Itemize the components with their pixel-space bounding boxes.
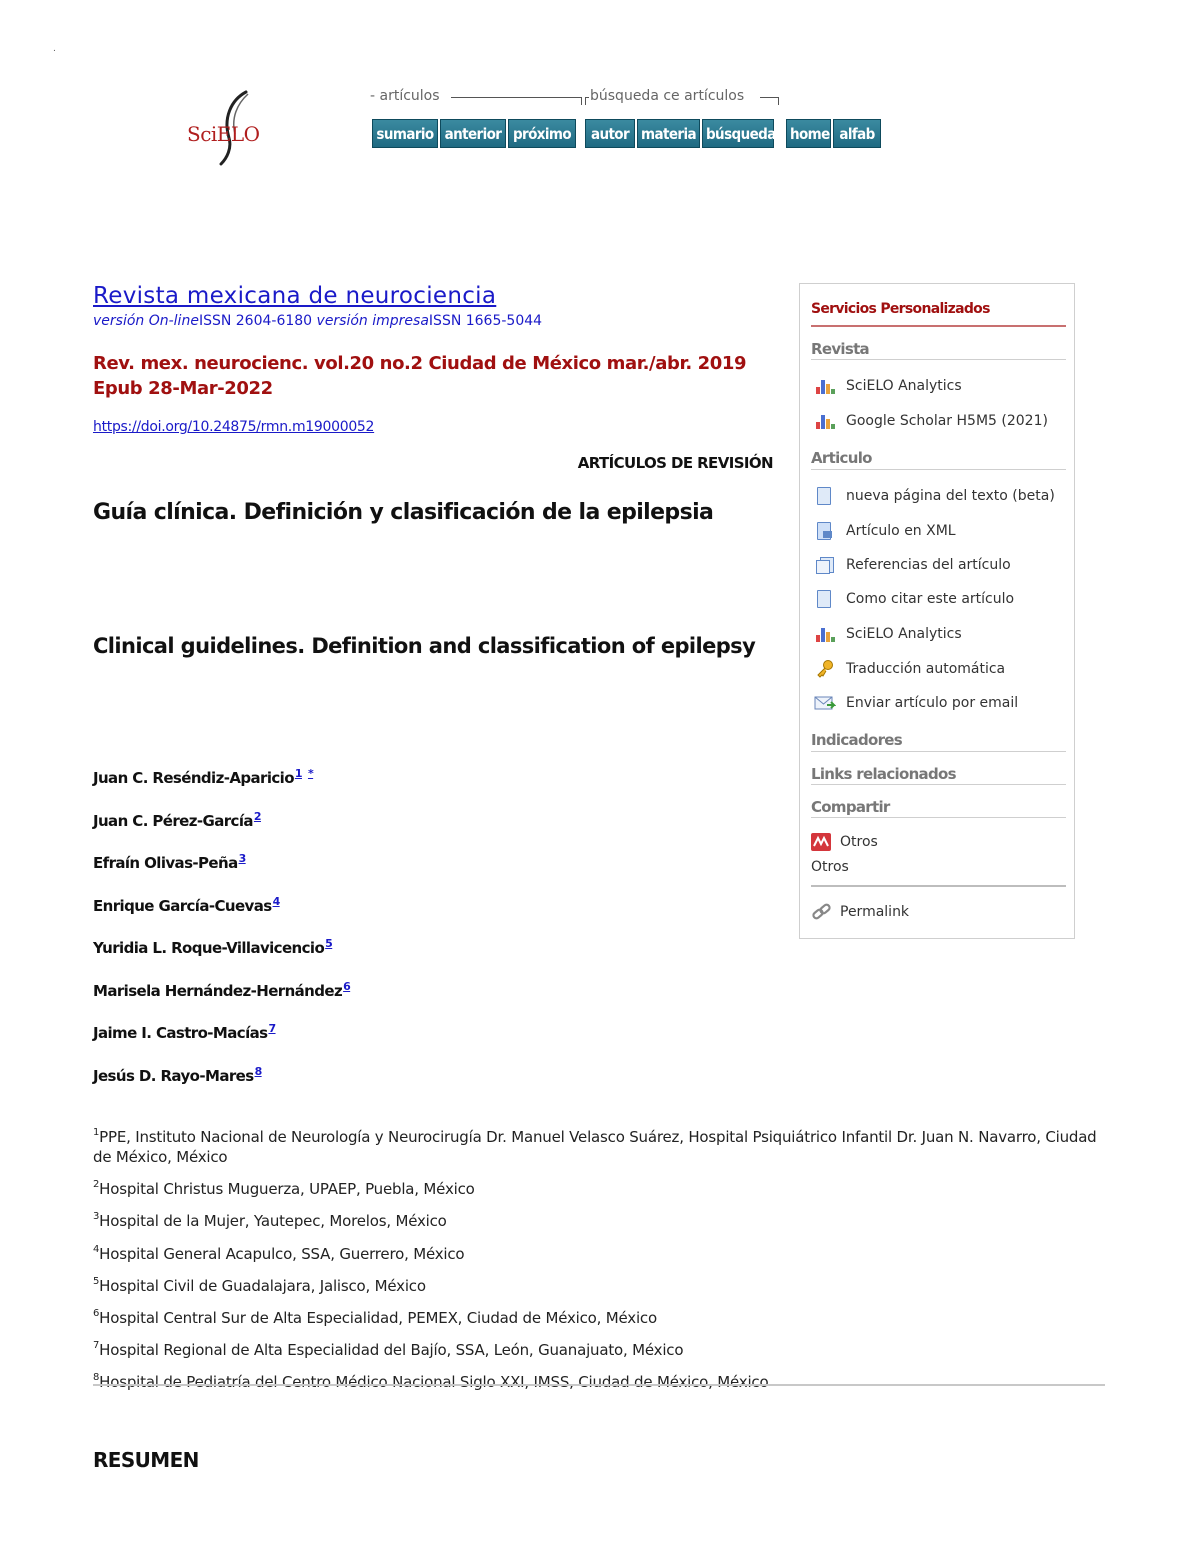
affiliation-number: 8 <box>93 1372 100 1384</box>
nav-group-search-label: búsqueda ce artículos <box>590 88 745 104</box>
affiliation-item <box>93 1272 1113 1296</box>
author-name: Marisela Hernández-Hernández <box>93 981 343 1000</box>
revista-heading: Revista <box>811 340 869 358</box>
email-icon <box>814 693 836 713</box>
corresponding-author-link[interactable]: * <box>307 767 314 780</box>
compartir-rule <box>811 817 1066 818</box>
doi-link[interactable]: https://doi.org/10.24875/rmn.m19000052 <box>93 419 375 435</box>
article-scielo-analytics-link[interactable] <box>814 623 962 645</box>
section-divider <box>93 1384 1105 1386</box>
author-item <box>93 937 743 980</box>
author-name: Jaime I. Castro-Macías <box>93 1024 268 1042</box>
affiliation-number: 4 <box>93 1243 100 1255</box>
document-icon <box>814 589 836 609</box>
author-name: Efraín Olivas-Peña <box>93 854 238 872</box>
print-version-label: versión impresa <box>316 313 429 329</box>
author-list <box>93 767 743 1107</box>
alfab-button[interactable]: alfab <box>833 119 881 148</box>
articulo-item-label: Artículo en XML <box>846 523 956 539</box>
affiliation-number: 1 <box>93 1127 100 1138</box>
articulo-item-label: nueva página del texto (beta) <box>846 488 1055 504</box>
nav-group-articles-line <box>451 97 581 98</box>
nav-group-search-line-left <box>585 97 589 98</box>
scielo-logo[interactable] <box>183 88 273 168</box>
compartir-heading: Compartir <box>811 798 890 816</box>
author-name: Jesús D. Rayo-Mares <box>93 1066 254 1085</box>
affiliation-ref-link[interactable]: 1 <box>294 767 302 780</box>
affiliation-ref-link[interactable]: 6 <box>343 979 351 993</box>
nav-group-search-tick-right <box>778 97 779 105</box>
nav-group-search-tick-left <box>585 97 586 105</box>
home-button[interactable]: home <box>786 119 831 148</box>
affiliation-item <box>93 1240 1113 1264</box>
affiliation-number: 6 <box>93 1307 100 1319</box>
affiliation-text: Hospital General Acapulco, SSA, Guerrero, México <box>99 1244 465 1263</box>
navbar-search <box>585 119 776 150</box>
author-item <box>93 895 743 938</box>
services-title: Servicios Personalizados <box>811 301 990 317</box>
affiliation-ref-link[interactable]: 4 <box>272 894 280 908</box>
corner-mark: . <box>53 44 56 54</box>
email-article-link[interactable] <box>814 692 1018 714</box>
revista-rule <box>811 359 1066 360</box>
section-label: ARTÍCULOS DE REVISIÓN <box>577 454 773 472</box>
affiliation-ref-link[interactable]: 8 <box>254 1064 262 1078</box>
affiliation-item <box>93 1123 1113 1167</box>
affiliation-item <box>93 1207 1113 1231</box>
author-item <box>93 852 743 895</box>
issn-line <box>93 313 542 329</box>
share-otros-text: Otros <box>811 859 849 875</box>
articulo-item-label: Referencias del artículo <box>846 557 1011 573</box>
permalink-label: Permalink <box>840 904 910 920</box>
author-item <box>93 980 743 1023</box>
articulo-item-label: Traducción automática <box>846 661 1006 677</box>
affiliation-number: 5 <box>93 1275 100 1287</box>
resumen-heading: RESUMEN <box>93 1448 199 1472</box>
affiliation-text: PPE, Instituto Nacional de Neurología y Neurocirugía Dr. Manuel Velasco Suárez, Hospital Psiquiátrico Infantil Dr. Juan N. Navarro, Ciudad de México, México <box>93 1128 1097 1166</box>
affiliation-text: Hospital Civil de Guadalajara, Jalisco, México <box>99 1276 426 1295</box>
affiliation-list <box>93 1123 1113 1401</box>
revista-scielo-analytics-link[interactable] <box>814 375 962 397</box>
analytics-bar-icon <box>814 376 836 396</box>
share-otros-icon <box>811 832 833 852</box>
analytics-bar-icon <box>814 624 836 644</box>
affiliation-number: 2 <box>93 1179 100 1191</box>
nav-group-search-line-right <box>760 97 778 98</box>
article-title-es: Guía clínica. Definición y clasificación de la epilepsia <box>93 500 714 525</box>
navbar-home <box>786 119 883 150</box>
article-references-link[interactable] <box>814 554 1011 576</box>
author-name: Juan C. Reséndiz-Aparicio <box>93 769 294 787</box>
references-icon <box>814 555 836 575</box>
online-issn: ISSN 2604-6180 <box>198 313 313 329</box>
author-item <box>93 767 743 810</box>
journal-title-link[interactable]: Revista mexicana de neurociencia <box>93 283 497 309</box>
affiliation-ref-link[interactable]: 2 <box>253 809 261 823</box>
proximo-button[interactable]: próximo <box>508 119 576 148</box>
document-icon <box>814 486 836 506</box>
author-item <box>93 810 743 853</box>
issue-citation: Rev. mex. neurocienc. vol.20 no.2 Ciudad de México mar./abr. 2019 Epub 28-Mar-2022 <box>93 353 747 399</box>
materia-button[interactable]: materia <box>637 119 700 148</box>
articulo-item-label: SciELO Analytics <box>846 626 962 642</box>
xml-document-icon <box>814 521 836 541</box>
busqueda-button[interactable]: búsqueda <box>702 119 774 148</box>
articulo-item-label: Como citar este artículo <box>846 591 1015 607</box>
share-otros-link[interactable] <box>811 831 878 853</box>
author-item <box>93 1022 743 1065</box>
author-name: Yuridia L. Roque-Villavicencio <box>93 939 325 957</box>
article-xml-link[interactable] <box>814 520 956 542</box>
revista-item-label: SciELO Analytics <box>846 378 962 394</box>
affiliation-text: Hospital Central Sur de Alta Especialidad, PEMEX, Ciudad de México, México <box>99 1308 657 1327</box>
author-name: Juan C. Pérez-García <box>93 811 253 830</box>
links-relacionados-heading[interactable]: Links relacionados <box>811 765 956 783</box>
affiliation-text: Hospital de la Mujer, Yautepec, Morelos, México <box>99 1212 447 1231</box>
key-translate-icon <box>814 659 836 679</box>
logo-text: SciELO <box>187 122 260 146</box>
nav-group-articles-tick <box>581 97 582 105</box>
affiliation-text: Hospital de Pediatría del Centro Médico Nacional Siglo XXI, IMSS, Ciudad de México, México <box>99 1373 769 1392</box>
author-name: Enrique García-Cuevas <box>93 896 272 915</box>
affiliation-number: 7 <box>93 1340 100 1352</box>
sumario-button[interactable]: sumario <box>372 119 438 148</box>
how-to-cite-link[interactable] <box>814 588 1014 610</box>
share-divider <box>811 885 1066 887</box>
online-version-label: versión On-line <box>93 313 199 329</box>
affiliation-item <box>93 1336 1113 1360</box>
affiliation-number: 3 <box>93 1211 100 1223</box>
print-issn: ISSN 1665-5044 <box>428 313 543 329</box>
indicadores-rule <box>811 751 1066 752</box>
articulo-rule <box>811 469 1066 470</box>
links-rule <box>811 784 1066 785</box>
navbar-articles <box>372 119 578 150</box>
analytics-bar-icon <box>814 411 836 431</box>
author-item <box>93 1065 743 1108</box>
services-sidebar <box>799 283 1075 939</box>
affiliation-ref-link[interactable]: 5 <box>325 937 333 950</box>
affiliation-text: Hospital Christus Muguerza, UPAEP, Puebla, México <box>99 1180 475 1199</box>
affiliation-item <box>93 1304 1113 1328</box>
new-text-page-link[interactable] <box>814 485 1055 507</box>
autor-button[interactable]: autor <box>585 119 635 148</box>
articulo-heading: Articulo <box>811 449 872 467</box>
auto-translation-link[interactable] <box>814 658 1005 680</box>
article-title-en: Clinical guidelines. Definition and classification of epilepsy <box>93 634 756 658</box>
articulo-item-label: Enviar artículo por email <box>846 695 1019 711</box>
affiliation-ref-link[interactable]: 7 <box>268 1022 276 1035</box>
revista-item-label: Google Scholar H5M5 (2021) <box>846 413 1048 429</box>
anterior-button[interactable]: anterior <box>440 119 506 148</box>
nav-group-articles-label: - artículos <box>370 88 440 104</box>
affiliation-ref-link[interactable]: 3 <box>238 852 246 865</box>
affiliation-item <box>93 1368 1113 1392</box>
affiliation-text: Hospital Regional de Alta Especialidad del Bajío, SSA, León, Guanajuato, México <box>99 1341 684 1360</box>
indicadores-heading[interactable]: Indicadores <box>811 731 902 749</box>
affiliation-item <box>93 1175 1113 1199</box>
permalink-chain-icon <box>811 902 833 922</box>
permalink-link[interactable] <box>811 901 909 923</box>
google-scholar-link[interactable] <box>814 410 1048 432</box>
share-otros-label: Otros <box>840 834 878 850</box>
services-title-rule <box>811 325 1066 327</box>
